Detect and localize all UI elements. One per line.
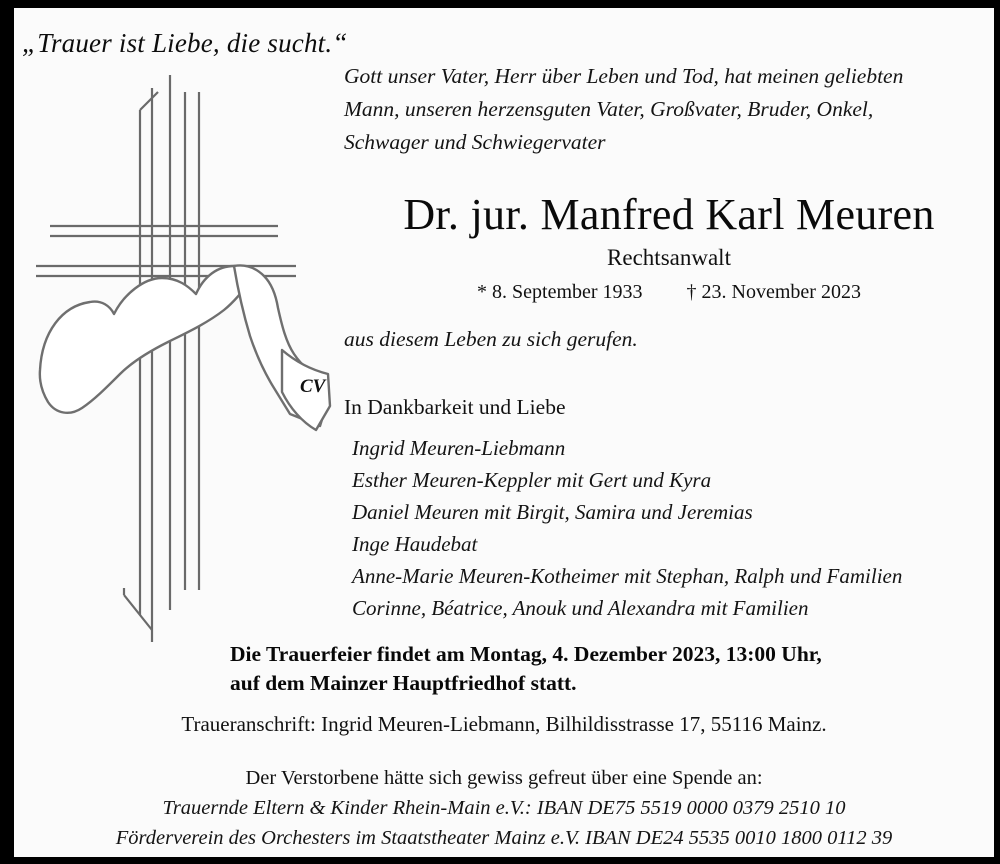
cross-with-draped-cloth-illustration: [28, 70, 348, 650]
service-line: auf dem Mainzer Hauptfriedhof statt.: [230, 671, 577, 695]
artist-monogram: CV: [300, 376, 326, 397]
list-item: Corinne, Béatrice, Anouk und Alexandra mit Familien: [352, 596, 809, 620]
intro-line: Schwager und Schwiegervater: [344, 130, 606, 154]
called-away-text: aus diesem Leben zu sich gerufen.: [344, 327, 638, 351]
service-line: Die Trauerfeier findet am Montag, 4. Dezember 2023, 13:00 Uhr,: [230, 642, 822, 666]
obituary-text-column: [344, 60, 994, 624]
list-item: Ingrid Meuren-Liebmann: [352, 436, 566, 460]
birth-date: * 8. September 1933: [477, 281, 643, 303]
intro-line: Gott unser Vater, Herr über Leben und Tod, hat meinen geliebten: [344, 64, 904, 88]
list-item: Esther Meuren-Keppler mit Gert und Kyra: [352, 468, 712, 492]
donation-block: [14, 764, 994, 853]
list-item: Daniel Meuren mit Birgit, Samira und Jeremias: [352, 500, 753, 524]
list-item: Inge Haudebat: [352, 532, 478, 556]
obituary-card: [14, 8, 994, 857]
mourning-quote: „Trauer ist Liebe, die sucht.“: [22, 28, 348, 58]
mourning-address: Traueranschrift: Ingrid Meuren-Liebmann, Bilhildisstrasse 17, 55116 Mainz.: [181, 712, 827, 736]
donation-recipient: Förderverein des Orchesters im Staatstheater Mainz e.V. IBAN DE24 5535 0010 1800 0112 39: [115, 827, 893, 849]
deceased-name: Dr. jur. Manfred Karl Meuren: [403, 190, 935, 239]
deceased-block: [344, 189, 994, 306]
gratitude-heading: In Dankbarkeit und Liebe: [344, 395, 566, 419]
intro-line: Mann, unseren herzensguten Vater, Großvater, Bruder, Onkel,: [344, 97, 874, 121]
profession: Rechtsanwalt: [607, 245, 731, 270]
intro-paragraph: [344, 60, 994, 159]
life-dates: [344, 278, 994, 306]
donation-lead-text: Der Verstorbene hätte sich gewiss gefreut über eine Spende an:: [245, 767, 763, 789]
funeral-service-details: [230, 640, 930, 698]
donation-recipient: Trauernde Eltern & Kinder Rhein-Main e.V.: IBAN DE75 5519 0000 0379 2510 10: [162, 797, 846, 819]
list-item: Anne-Marie Meuren-Kotheimer mit Stephan, Ralph und Familien: [352, 564, 903, 588]
survivors-list: [344, 432, 994, 624]
death-date: † 23. November 2023: [686, 281, 861, 303]
